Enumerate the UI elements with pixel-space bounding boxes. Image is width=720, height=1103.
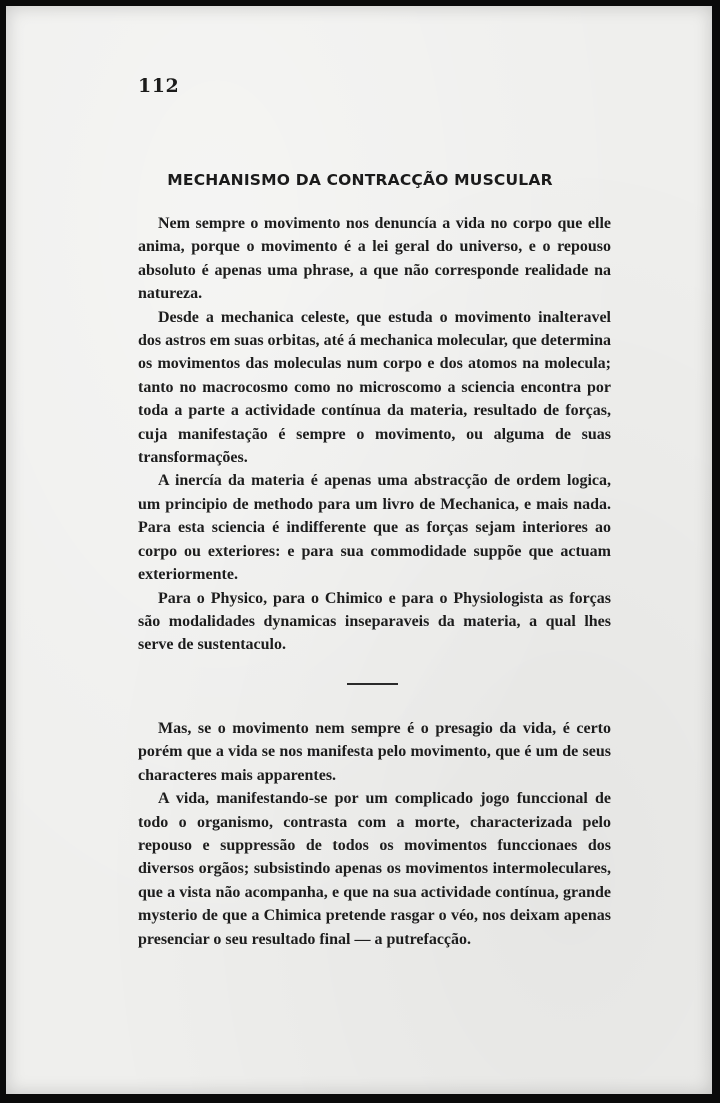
paragraph: A vida, manifestando-se por um complicado jogo funccional de todo o organismo, contrasta com a morte, characterizada pelo repouso e suppressão de todos os movimentos funccionaes dos diversos orgãos; subsistindo apenas os movimentos intermoleculares, que a vista não acompanha, e que na sua actividade contínua, grande mysterio de que a Chimica pretende rasgar o véo, nos deixam apenas presenciar o seu resultado final — a putrefacção. [138, 790, 611, 948]
page-number: 112 [138, 75, 180, 97]
paragraph: Mas, se o movimento nem sempre é o presagio da vida, é certo porém que a vida se nos manifesta pelo movimento, que é um de seus characteres mais apparentes. [138, 720, 611, 784]
paragraph: Para o Physico, para o Chimico e para o Physiologista as forças são modalidades dynamicas inseparaveis da materia, a qual lhes serve de sustentaculo. [138, 589, 611, 654]
chapter-title: MECHANISMO DA CONTRACÇÃO MUSCULAR [167, 171, 553, 189]
paragraph: Nem sempre o movimento nos denuncía a vida no corpo que elle anima, porque o movimento é a lei geral do universo, e o repouso absoluto é apenas uma phrase, a que não corresponde realidade na natureza. [138, 215, 611, 303]
paragraph: A inercía da materia é apenas uma abstracção de ordem logica, um principio de methodo para um livro de Mechanica, e mais nada. Para esta sciencia é indifferente que as forças sejam interiores ao corpo ou exteriores: e para sua commodidade suppõe que actuam exteriormente. [138, 472, 611, 584]
section-1-body [138, 212, 611, 657]
section-divider [347, 683, 398, 685]
section-2-body [138, 717, 611, 951]
paragraph: Desde a mechanica celeste, que estuda o movimento inalteravel dos astros em suas orbitas, até á mechanica molecular, que determina os movimentos das moleculas num corpo e dos atomos na molecula; tanto no macrocosmo como no microscomo a sciencia encontra por toda a parte a actividade contínua da materia, resultado de forças, cuja manifestação é sempre o movimento, ou alguma de suas transformações. [138, 308, 611, 467]
